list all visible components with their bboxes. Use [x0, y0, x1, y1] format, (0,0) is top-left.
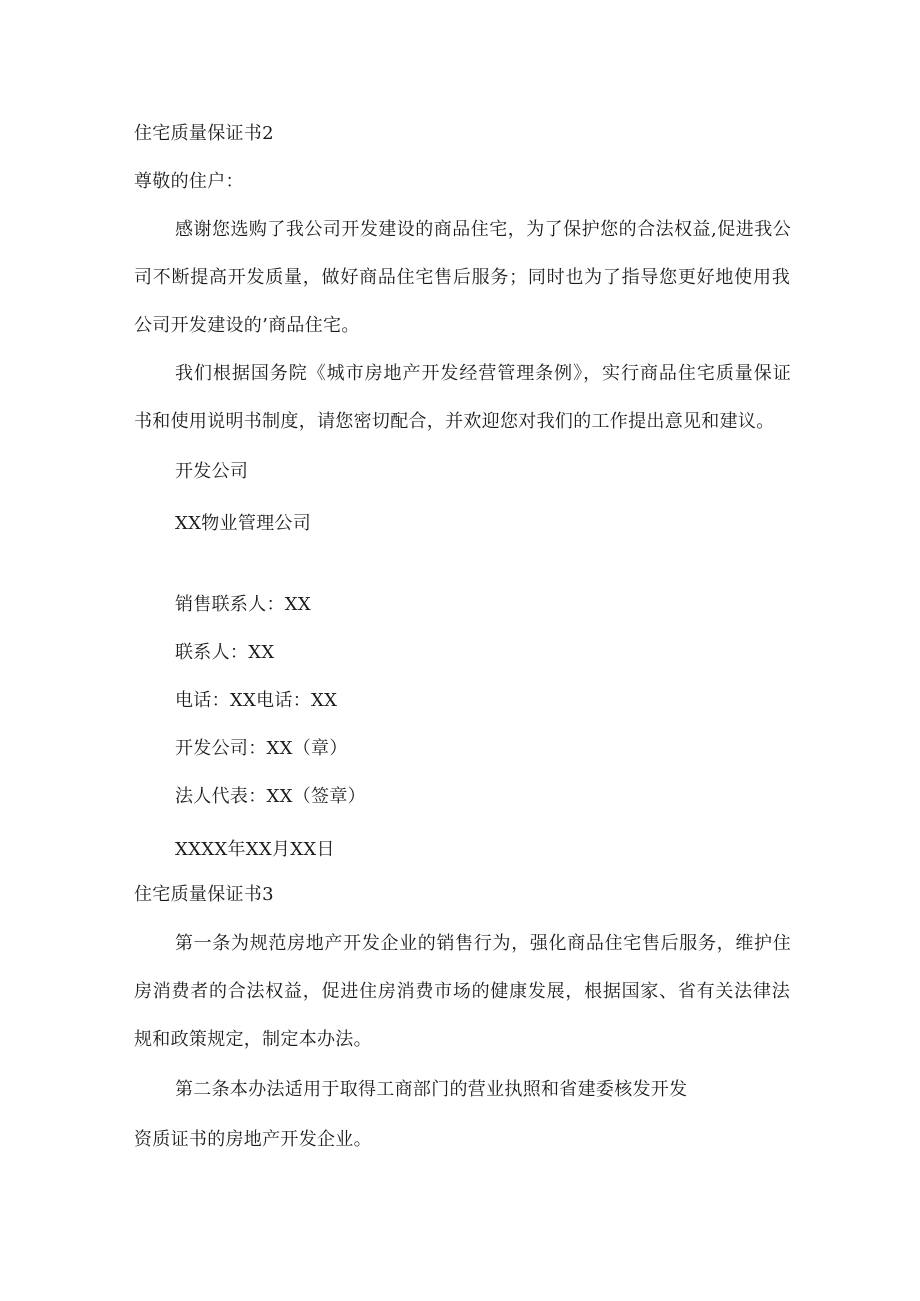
para1-line2: 司不断提高开发质量，做好商品住宅售后服务；同时也为了指导您更好地使用我	[134, 267, 790, 288]
article1-line2: 房消费者的合法权益，促进住房消费市场的健康发展，根据国家、省有关法律法	[134, 981, 790, 1002]
date: XXXX年XX月XX日	[175, 839, 335, 860]
para1-line3: 公司开发建设的’商品住宅。	[134, 315, 360, 336]
legal-representative: 法人代表：XX（签章）	[175, 786, 366, 807]
para2-line1: 我们根据国务院《城市房地产开发经营管理条例》，实行商品住宅质量保证	[175, 363, 791, 384]
salutation: 尊敬的住户：	[134, 171, 244, 192]
para1-line1: 感谢您选购了我公司开发建设的商品住宅，为了保护您的合法权益,促进我公	[175, 219, 791, 240]
article1-line1: 第一条为规范房地产开发企业的销售行为，强化商品住宅售后服务，维护住	[175, 933, 791, 954]
para2-line2: 书和使用说明书制度，请您密切配合，并欢迎您对我们的工作提出意见和建议。	[134, 411, 775, 432]
developer-label: 开发公司	[175, 461, 249, 482]
article2-line2: 资质证书的房地产开发企业。	[134, 1129, 372, 1150]
article1-line3: 规和政策规定，制定本办法。	[134, 1029, 372, 1050]
section-3-title: 住宅质量保证书3	[134, 884, 274, 905]
article2-line1: 第二条本办法适用于取得工商部门的营业执照和省建委核发开发	[175, 1079, 688, 1100]
developer-seal: 开发公司：XX（章）	[175, 738, 348, 759]
phones: 电话：XX电话：XX	[175, 690, 338, 711]
property-company: XX物业管理公司	[175, 513, 312, 534]
contact: 联系人：XX	[175, 642, 275, 663]
section-2-title: 住宅质量保证书2	[134, 123, 274, 144]
sales-contact: 销售联系人：XX	[175, 594, 312, 615]
